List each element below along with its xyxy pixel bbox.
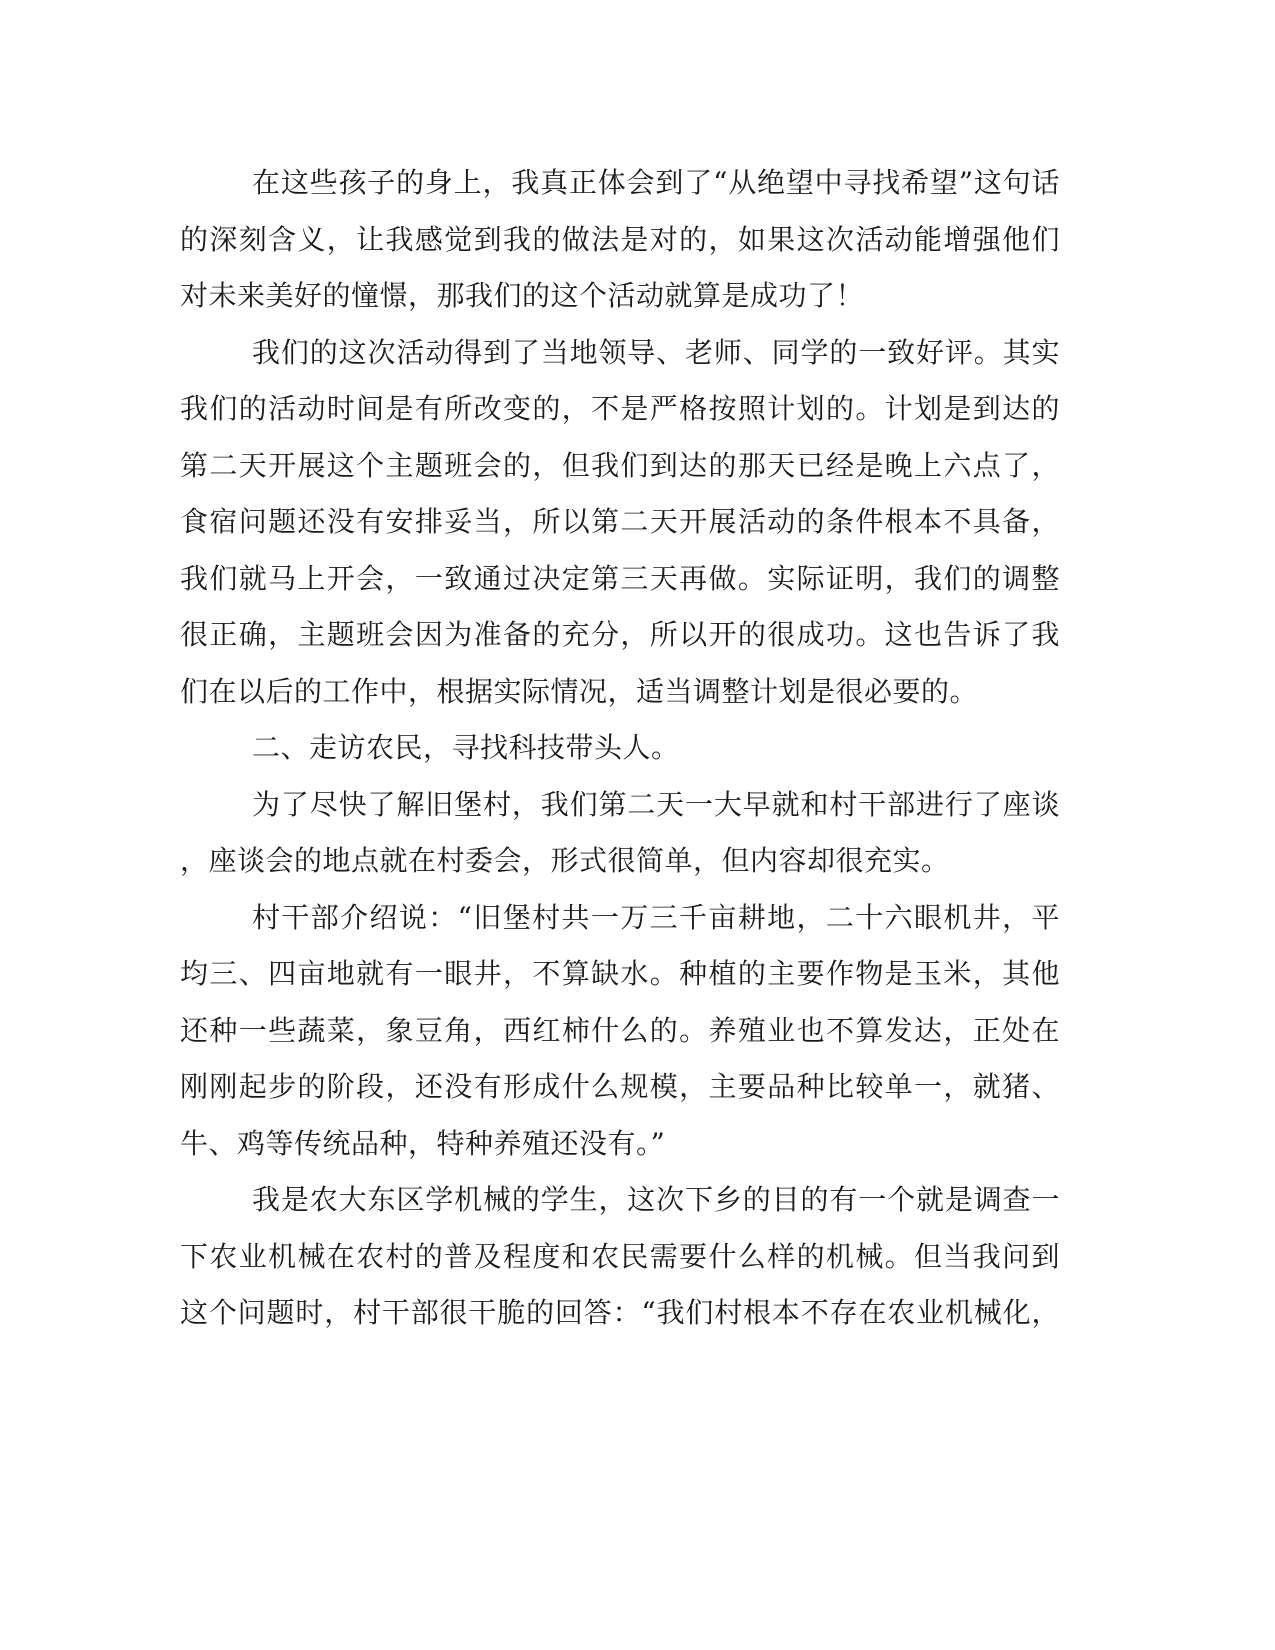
- paragraph-line: ，座谈会的地点就在村委会，形式很简单，但内容却很充实。: [180, 844, 950, 877]
- paragraph-line: 我是农大东区学机械的学生，这次下乡的目的有一个就是调查一: [252, 1183, 1060, 1216]
- paragraph-line: 为了尽快了解旧堡村，我们第二天一大早就和村干部进行了座谈: [252, 787, 1060, 821]
- paragraph-line: 牛、鸡等传统品种，特种养殖还没有。”: [180, 1126, 666, 1160]
- paragraph-line: 对未来美好的憧憬，那我们的这个活动就算是成功了！: [180, 279, 865, 312]
- paragraph-line: 我们就马上开会，一致通过决定第三天再做。实际证明，我们的调整: [180, 561, 1060, 595]
- paragraph-line: 我们的活动时间是有所改变的，不是严格按照计划的。计划是到达的: [180, 392, 1060, 425]
- paragraph-line: 村干部介绍说：“旧堡村共一万三千亩耕地，二十六眼机井，平: [252, 900, 1060, 934]
- paragraph-line: 均三、四亩地就有一眼井，不算缺水。种植的主要作物是玉米，其他: [180, 957, 1060, 990]
- section-heading: 二、走访农民，寻找科技带头人。: [252, 731, 680, 764]
- paragraph-line: 们在以后的工作中，根据实际情况，适当调整计划是很必要的。: [180, 674, 979, 708]
- paragraph-line: 很正确，主题班会因为准备的充分，所以开的很成功。这也告诉了我: [180, 618, 1060, 651]
- paragraph-line: 刚刚起步的阶段，还没有形成什么规模，主要品种比较单一，就猪、: [180, 1070, 1060, 1103]
- paragraph-line: 我们的这次活动得到了当地领导、老师、同学的一致好评。其实: [252, 335, 1060, 369]
- paragraph-line: 第二天开展这个主题班会的，但我们到达的那天已经是晚上六点了，: [180, 448, 1060, 482]
- paragraph-line: 还种一些蔬菜，象豆角，西红柿什么的。养殖业也不算发达，正处在: [180, 1013, 1060, 1047]
- paragraph-line: 的深刻含义，让我感觉到我的做法是对的，如果这次活动能增强他们: [180, 222, 1060, 256]
- paragraph-line: 这个问题时，村干部很干脆的回答：“我们村根本不存在农业机械化，: [180, 1296, 1060, 1329]
- paragraph-line: 下农业机械在农村的普及程度和农民需要什么样的机械。但当我问到: [180, 1239, 1060, 1273]
- paragraph-line: 在这些孩子的身上，我真正体会到了“从绝望中寻找希望”这句话: [252, 166, 1060, 199]
- body-text: [180, 155, 1060, 1342]
- paragraph-line: 食宿问题还没有安排妥当，所以第二天开展活动的条件根本不具备，: [180, 505, 1060, 538]
